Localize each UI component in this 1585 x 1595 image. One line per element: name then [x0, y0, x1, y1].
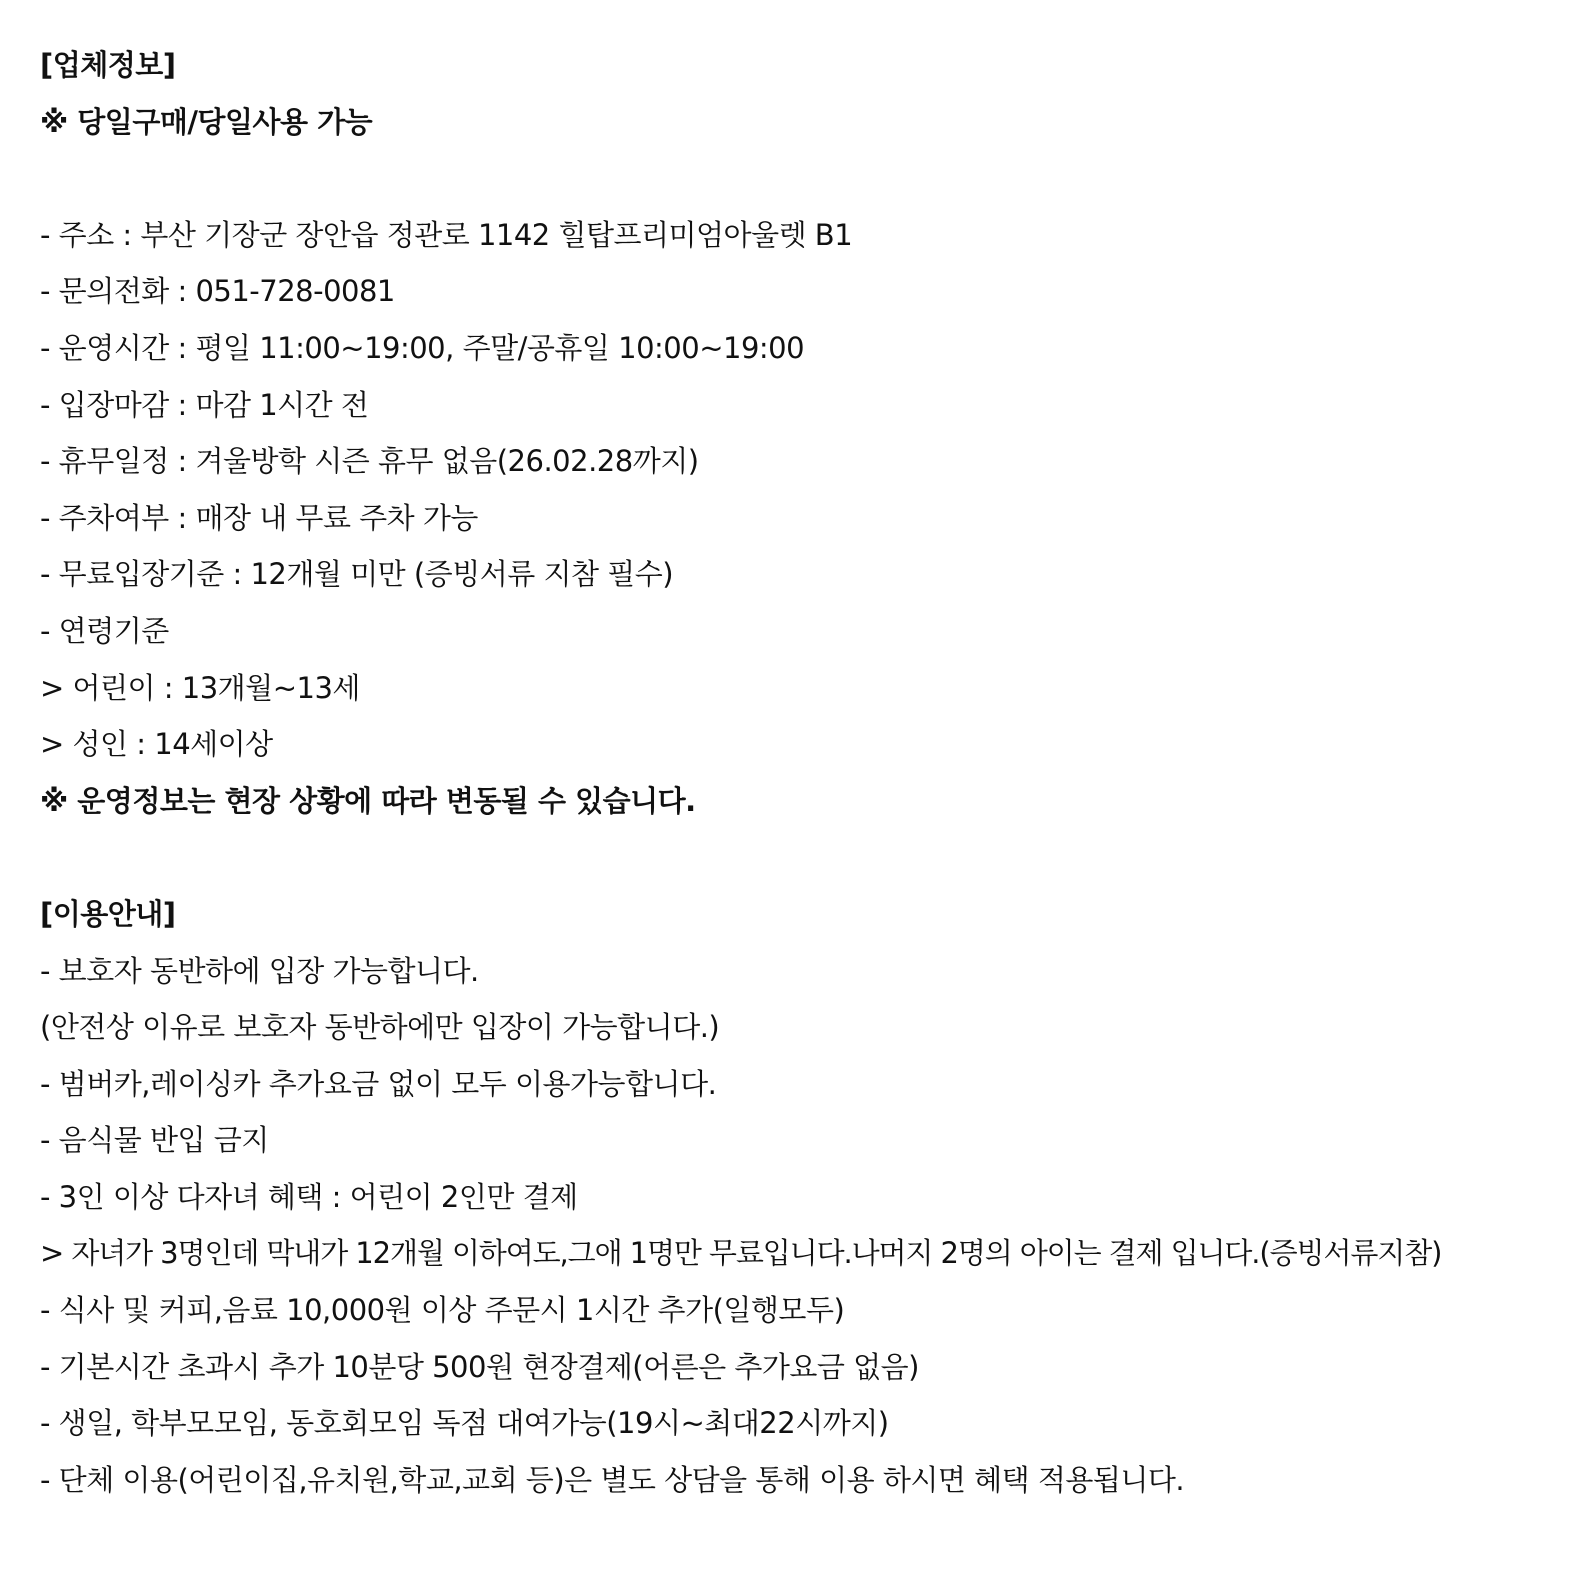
age-adult-line: > 성인 : 14세이상: [40, 727, 273, 762]
company-info-heading: [업체정보]: [40, 48, 176, 82]
usage-item-multi-child-detail: > 자녀가 3명인데 막내가 12개월 이하여도,그애 1명만 무료입니다.나머지 2명의 아이는 결제 입니다.(증빙서류지참): [40, 1236, 1442, 1271]
free-entry-line: - 무료입장기준 : 12개월 미만 (증빙서류 지참 필수): [40, 557, 674, 592]
usage-item-food-order: - 식사 및 커피,음료 10,000원 이상 주문시 1시간 추가(일행모두): [40, 1293, 845, 1328]
usage-guide-heading: [이용안내]: [40, 896, 176, 931]
usage-item-safety: (안전상 이유로 보호자 동반하에만 입장이 가능합니다.): [40, 1010, 720, 1045]
usage-item-group: - 단체 이용(어린이집,유치원,학교,교회 등)은 별도 상담을 통해 이용 하시면 혜택 적용됩니다.: [40, 1462, 1185, 1497]
change-notice: ※ 운영정보는 현장 상황에 따라 변동될 수 있습니다.: [40, 783, 696, 818]
usage-item-no-food: - 음식물 반입 금지: [40, 1123, 269, 1158]
info-document: [40, 37, 1560, 1508]
usage-item-rental: - 생일, 학부모모임, 동호회모임 독점 대여가능(19시~최대22시까지): [40, 1406, 889, 1441]
parking-line: - 주차여부 : 매장 내 무료 주차 가능: [40, 500, 478, 535]
usage-item-multi-child: - 3인 이상 다자녀 혜택 : 어린이 2인만 결제: [40, 1179, 578, 1214]
address-line: - 주소 : 부산 기장군 장안읍 정관로 1142 힐탑프리미엄아울렛 B1: [40, 217, 853, 252]
usage-item-bumper-car: - 범버카,레이싱카 추가요금 없이 모두 이용가능합니다.: [40, 1066, 717, 1101]
last-entry-line: - 입장마감 : 마감 1시간 전: [40, 387, 369, 422]
age-child-line: > 어린이 : 13개월~13세: [40, 670, 360, 705]
same-day-notice: ※ 당일구매/당일사용 가능: [40, 104, 373, 139]
age-criteria-line: - 연령기준: [40, 613, 169, 648]
usage-item-guardian: - 보호자 동반하에 입장 가능합니다.: [40, 953, 479, 988]
spacer: [40, 829, 1560, 886]
phone-line: - 문의전화 : 051-728-0081: [40, 274, 395, 309]
closure-line: - 휴무일정 : 겨울방학 시즌 휴무 없음(26.02.28까지): [40, 444, 699, 479]
spacer: [40, 150, 1560, 207]
hours-line: - 운영시간 : 평일 11:00~19:00, 주말/공휴일 10:00~19:00: [40, 330, 805, 365]
usage-item-overtime: - 기본시간 초과시 추가 10분당 500원 현장결제(어른은 추가요금 없음): [40, 1349, 919, 1384]
